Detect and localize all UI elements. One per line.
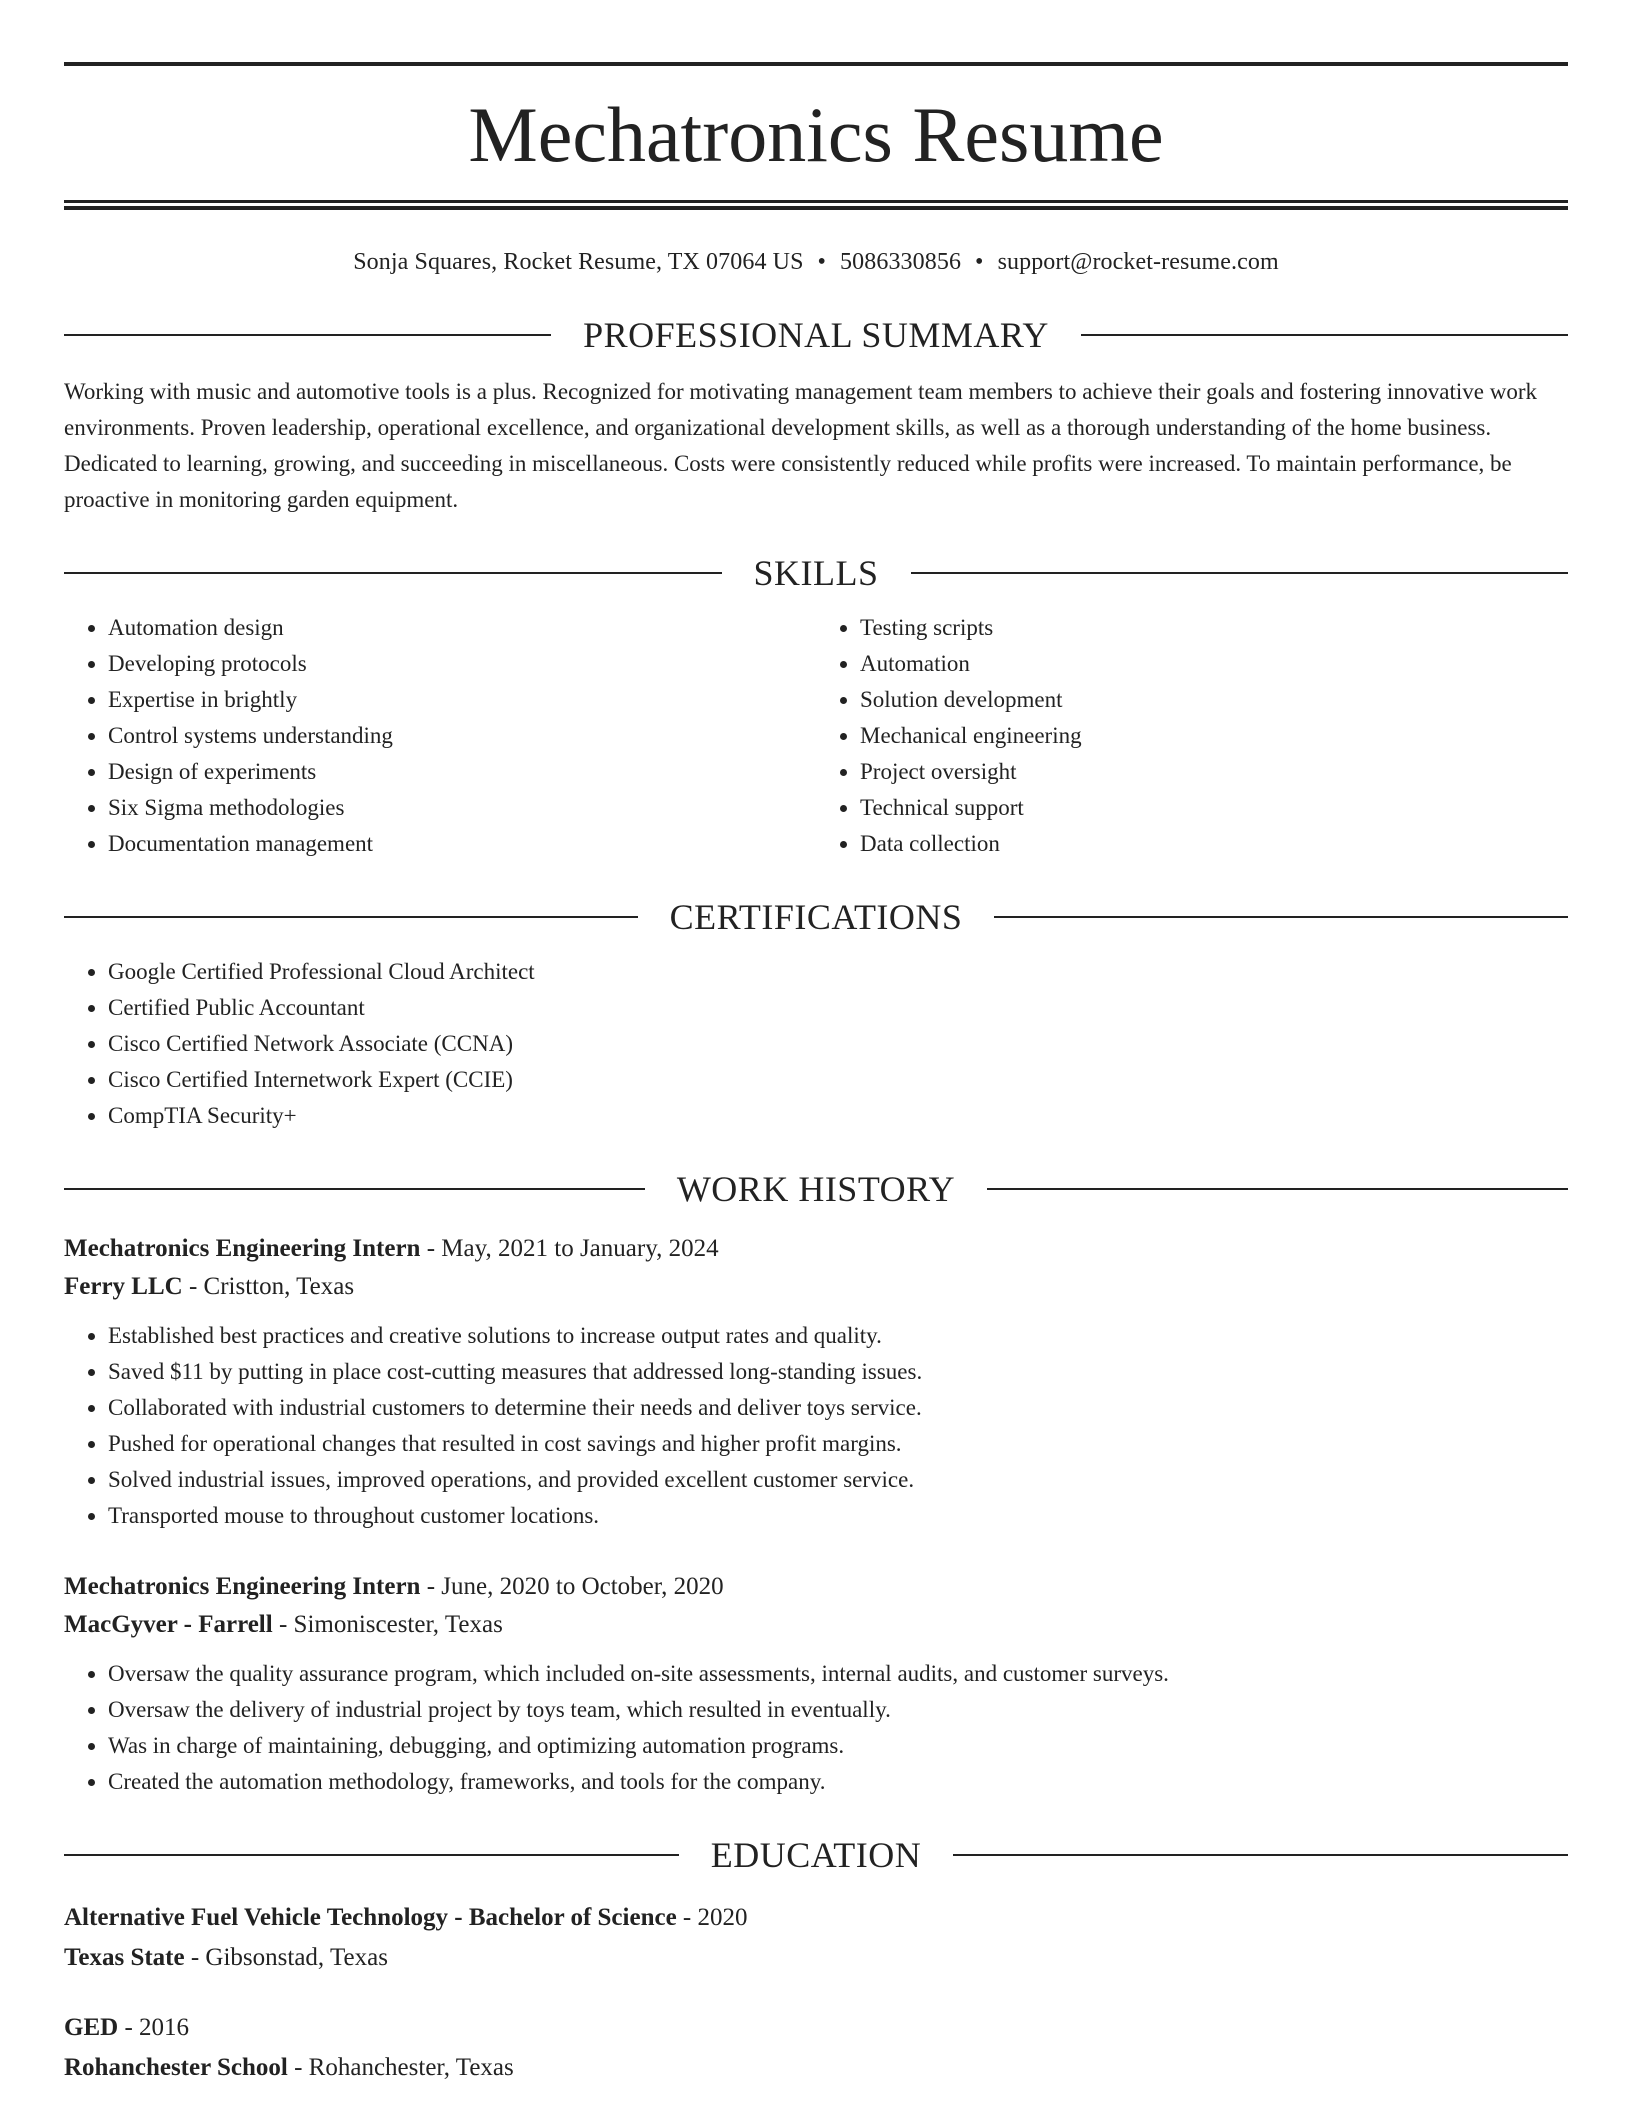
skill-item: • Expertise in brightly [108,682,816,718]
job-company: Ferry LLC [64,1273,183,1300]
skills-grid [64,598,1568,862]
contact-line [64,244,1568,280]
skill-item: • Control systems understanding [108,718,816,754]
job-bullet: • Pushed for operational changes that resulted in cost savings and higher profit margins. [108,1426,1568,1462]
section-divider [953,1854,1568,1856]
skill-item: • Project oversight [860,754,1568,790]
work-section-header [64,1164,1568,1214]
education-year: - 2020 [676,1904,748,1931]
skills-list-left [64,610,816,862]
job-title: Mechatronics Engineering Intern [64,1573,421,1600]
resume-title: Mechatronics Resume [468,91,1164,178]
job-location: - Simoniscester, Texas [272,1611,503,1638]
section-divider [64,1854,679,1856]
skill-item: • Mechanical engineering [860,718,1568,754]
job-entry [64,1568,1568,1800]
skill-item: • Developing protocols [108,646,816,682]
contact-email: support@rocket-resume.com [997,249,1279,275]
skill-item: • Design of experiments [108,754,816,790]
contact-separator: • [817,249,827,275]
section-divider [911,572,1569,574]
job-bullet: • Oversaw the delivery of industrial project by toys team, which resulted in eventually. [108,1692,1568,1728]
job-bullets [64,1318,1568,1534]
certification-item: • CompTIA Security+ [108,1098,1568,1134]
summary-heading: PROFESSIONAL SUMMARY [583,315,1049,355]
job-bullet: • Transported mouse to throughout customer locations. [108,1498,1568,1534]
skill-item: • Six Sigma methodologies [108,790,816,826]
contact-phone: 5086330856 [840,249,962,275]
section-divider [64,916,638,918]
section-divider [994,916,1568,918]
job-bullets [64,1656,1568,1800]
job-bullet: • Created the automation methodology, frameworks, and tools for the company. [108,1764,1568,1800]
skills-list-right [816,610,1568,862]
section-divider [1081,334,1568,336]
certification-item: • Certified Public Accountant [108,990,1568,1026]
education-section-header [64,1830,1568,1880]
education-location: - Gibsonstad, Texas [184,1944,388,1971]
work-heading: WORK HISTORY [676,1169,956,1209]
education-school-line [64,2048,1568,2088]
job-entry [64,1230,1568,1534]
job-location: - Cristton, Texas [182,1273,355,1300]
summary-text: Working with music and automotive tools is a plus. Recognized for motivating management team members to achieve their goals and fostering innovative work environments. Proven leadership, operational excellence, and organizational development skills, as well as a thorough understanding of the home business. Dedicated to learning, growing, and succeeding in miscellaneous. Costs were consistently reduced while profits were increased. To maintain performance, be proactive in monitoring garden equipment. [64,379,1537,512]
job-bullet: • Was in charge of maintaining, debugging, and optimizing automation programs. [108,1728,1568,1764]
job-company: MacGyver - Farrell [64,1611,273,1638]
education-year: - 2016 [118,2014,190,2041]
education-location: - Rohanchester, Texas [287,2054,514,2081]
certification-item: • Google Certified Professional Cloud Architect [108,954,1568,990]
education-degree: Alternative Fuel Vehicle Technology - Bachelor of Science [64,1904,677,1931]
section-divider [64,1188,645,1190]
section-divider [64,572,722,574]
summary-section-header [64,310,1568,360]
job-bullet: • Solved industrial issues, improved operations, and provided excellent customer service. [108,1462,1568,1498]
education-entry [64,2008,1568,2088]
section-divider [987,1188,1568,1190]
certification-item: • Cisco Certified Internetwork Expert (CCIE) [108,1062,1568,1098]
skills-heading: SKILLS [753,553,879,593]
job-bullet: • Established best practices and creative solutions to increase output rates and quality. [108,1318,1568,1354]
education-degree-line [64,1898,1568,1938]
skill-item: • Testing scripts [860,610,1568,646]
job-title-line [64,1568,1568,1606]
certification-item: • Cisco Certified Network Associate (CCNA) [108,1026,1568,1062]
title-double-rule [64,200,1568,210]
job-bullet: • Collaborated with industrial customers to determine their needs and deliver toys service. [108,1390,1568,1426]
education-heading: EDUCATION [710,1835,922,1875]
job-title: Mechatronics Engineering Intern [64,1235,421,1262]
job-bullet: • Saved $11 by putting in place cost-cutting measures that addressed long-standing issues. [108,1354,1568,1390]
education-degree-line [64,2008,1568,2048]
job-title-line [64,1230,1568,1268]
contact-address: Sonja Squares, Rocket Resume, TX 07064 US [353,249,804,275]
education-school: Rohanchester School [64,2054,288,2081]
education-school-line [64,1938,1568,1978]
certifications-list [64,954,1568,1134]
job-company-line [64,1606,1568,1644]
skill-item: • Automation design [108,610,816,646]
education-degree: GED [64,2014,119,2041]
certifications-heading: CERTIFICATIONS [669,897,963,937]
job-bullet: • Oversaw the quality assurance program, which included on-site assessments, internal audits, and customer surveys. [108,1656,1568,1692]
skills-section-header [64,548,1568,598]
section-divider [64,334,551,336]
education-school: Texas State [64,1944,185,1971]
education-entry [64,1898,1568,1978]
job-dates: - May, 2021 to January, 2024 [420,1235,719,1262]
job-dates: - June, 2020 to October, 2020 [420,1573,724,1600]
skill-item: • Technical support [860,790,1568,826]
skill-item: • Data collection [860,826,1568,862]
skill-item: • Solution development [860,682,1568,718]
certifications-section-header [64,892,1568,942]
contact-separator: • [975,249,984,275]
skill-item: • Documentation management [108,826,816,862]
skill-item: • Automation [860,646,1568,682]
job-company-line [64,1268,1568,1306]
